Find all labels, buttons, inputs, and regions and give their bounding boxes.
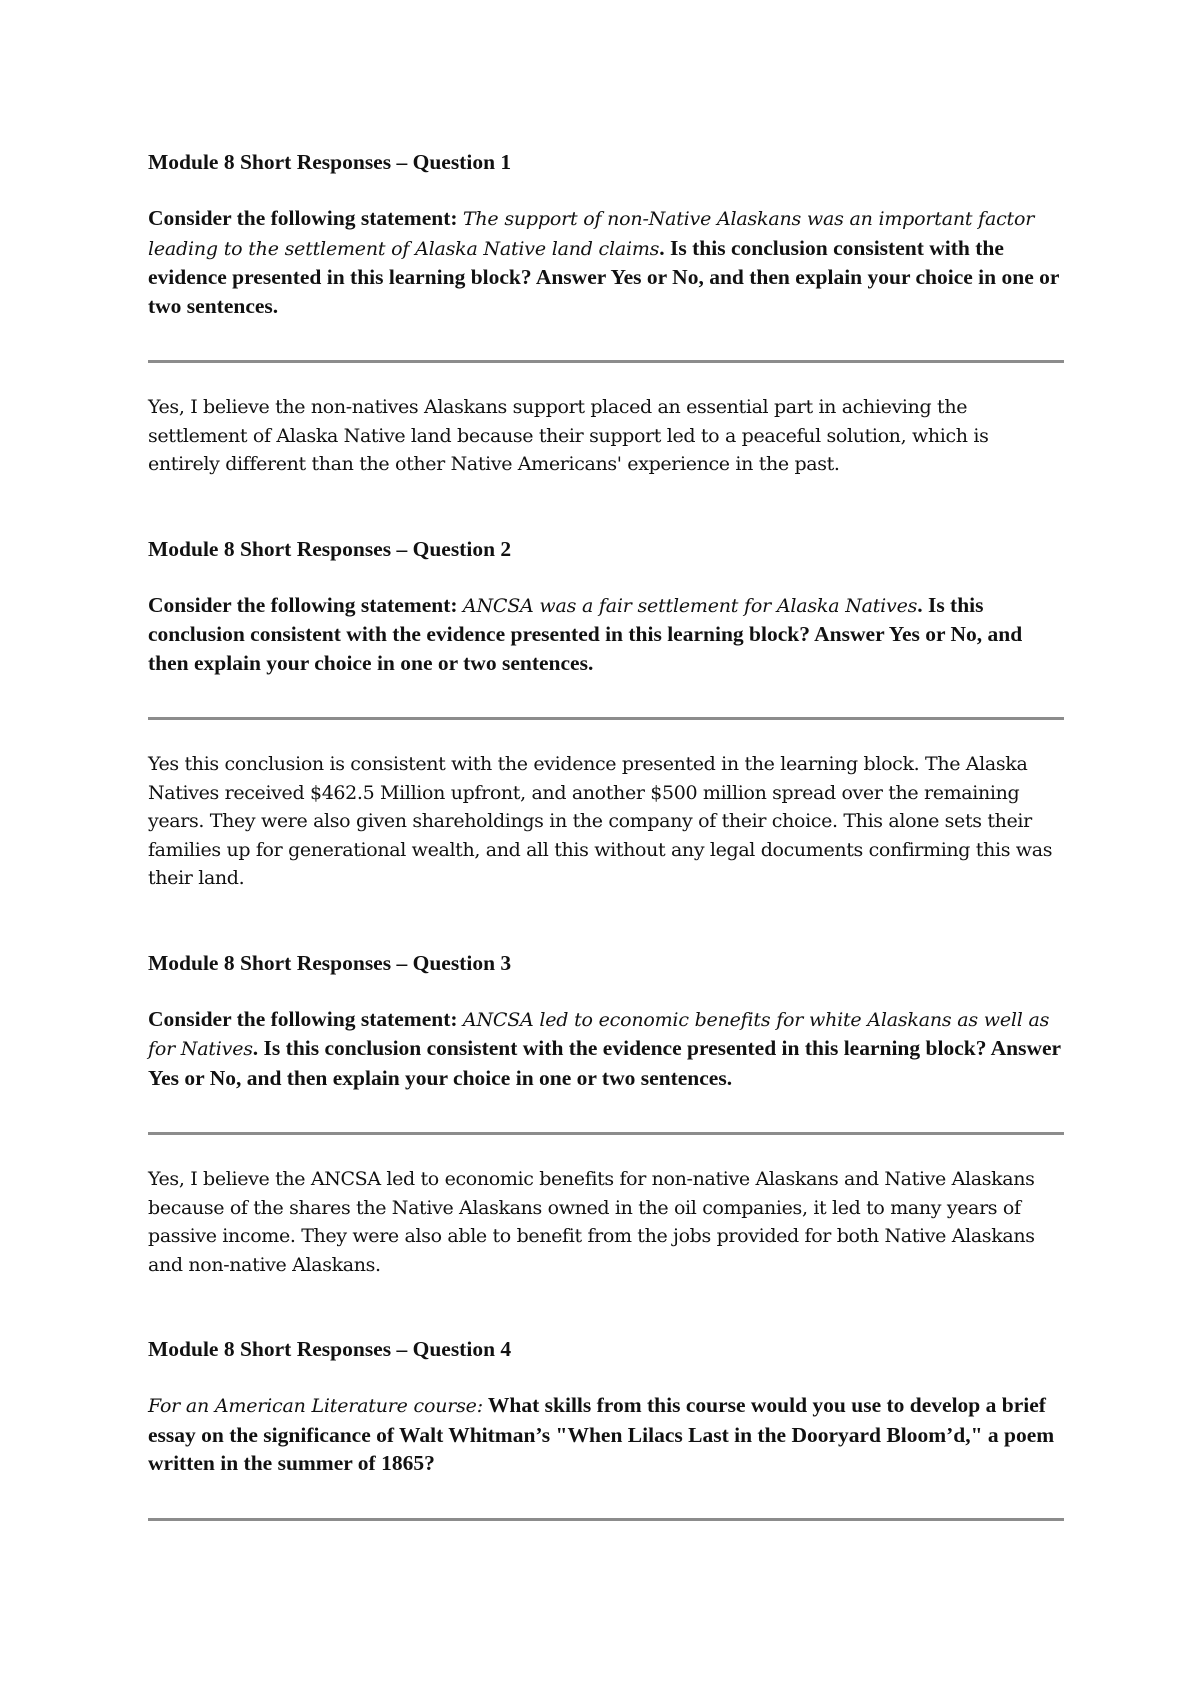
question-2-section <box>148 535 1064 893</box>
answer-divider <box>148 1518 1064 1521</box>
prompt-statement: The support of non-Native Alaskans was an important factor leading to the settlement of Alaska Native land claims <box>148 208 1035 260</box>
prompt-statement: ANCSA was a fair settlement for Alaska Natives <box>462 594 918 617</box>
prompt-lead: Consider the following statement: <box>148 206 458 230</box>
prompt-instruction: What skills from this course would you use to develop a brief essay on the significance of Walt Whitman’s "When Lilacs Last in the Dooryard Bloom’d," a poem written in the summer of 1865? <box>148 1393 1055 1475</box>
answer-text: Yes this conclusion is consistent with the evidence presented in the learning block. The Alaska Natives received $462.5 Million upfront, and another $500 million spread over the remaining years. They were also given shareholdings in the company of their choice. This alone sets their families up for generational wealth, and all this without any legal documents confirming this was their land. <box>148 753 1053 889</box>
question-prompt <box>148 204 1064 320</box>
answer-divider <box>148 360 1064 363</box>
question-3-section <box>148 949 1064 1280</box>
prompt-lead: Consider the following statement: <box>148 1006 458 1031</box>
prompt-lead: Consider the following statement: <box>148 592 458 617</box>
answer-text: Yes, I believe the non-natives Alaskans support placed an essential part in achieving the settlement of Alaska Native land because their support led to a peaceful solution, which is entirely different than the other Native Americans' experience in the past. <box>148 396 989 475</box>
answer-text: Yes, I believe the ANCSA led to economic benefits for non-native Alaskans and Native Alaskans because of the shares the Native Alaskans owned in the oil companies, it led to many years of passive income. They were also able to benefit from the jobs provided for both Native Alaskans and non-native Alaskans. <box>148 1168 1035 1276</box>
question-heading: Module 8 Short Responses – Question 2 <box>148 536 512 561</box>
question-heading: Module 8 Short Responses – Question 1 <box>148 150 512 174</box>
question-heading: Module 8 Short Responses – Question 4 <box>148 1337 512 1361</box>
document-page <box>148 148 1064 1521</box>
question-4-section <box>148 1335 1064 1521</box>
question-prompt <box>148 1005 1064 1093</box>
answer-divider <box>148 717 1064 720</box>
question-prompt <box>148 591 1064 678</box>
question-1-section <box>148 148 1064 479</box>
answer-divider <box>148 1132 1064 1135</box>
prompt-course-context: For an American Literature course: <box>148 1395 483 1417</box>
prompt-statement: ANCSA led to economic benefits for white Alaskans as well as for Natives <box>148 1008 1050 1060</box>
prompt-instruction: . Is this conclusion consistent with the evidence presented in this learning block? Answer Yes or No, and then explain your choice in one or two sentences. <box>148 235 1060 318</box>
prompt-instruction: . Is this conclusion consistent with the evidence presented in this learning block? Answer Yes or No, and then explain your choice in one or two sentences. <box>148 1036 1061 1090</box>
prompt-instruction: . Is this conclusion consistent with the evidence presented in this learning block? Answer Yes or No, and then explain your choice in one or two sentences. <box>148 592 1023 675</box>
question-heading: Module 8 Short Responses – Question 3 <box>148 950 512 975</box>
question-prompt <box>148 1391 1064 1478</box>
